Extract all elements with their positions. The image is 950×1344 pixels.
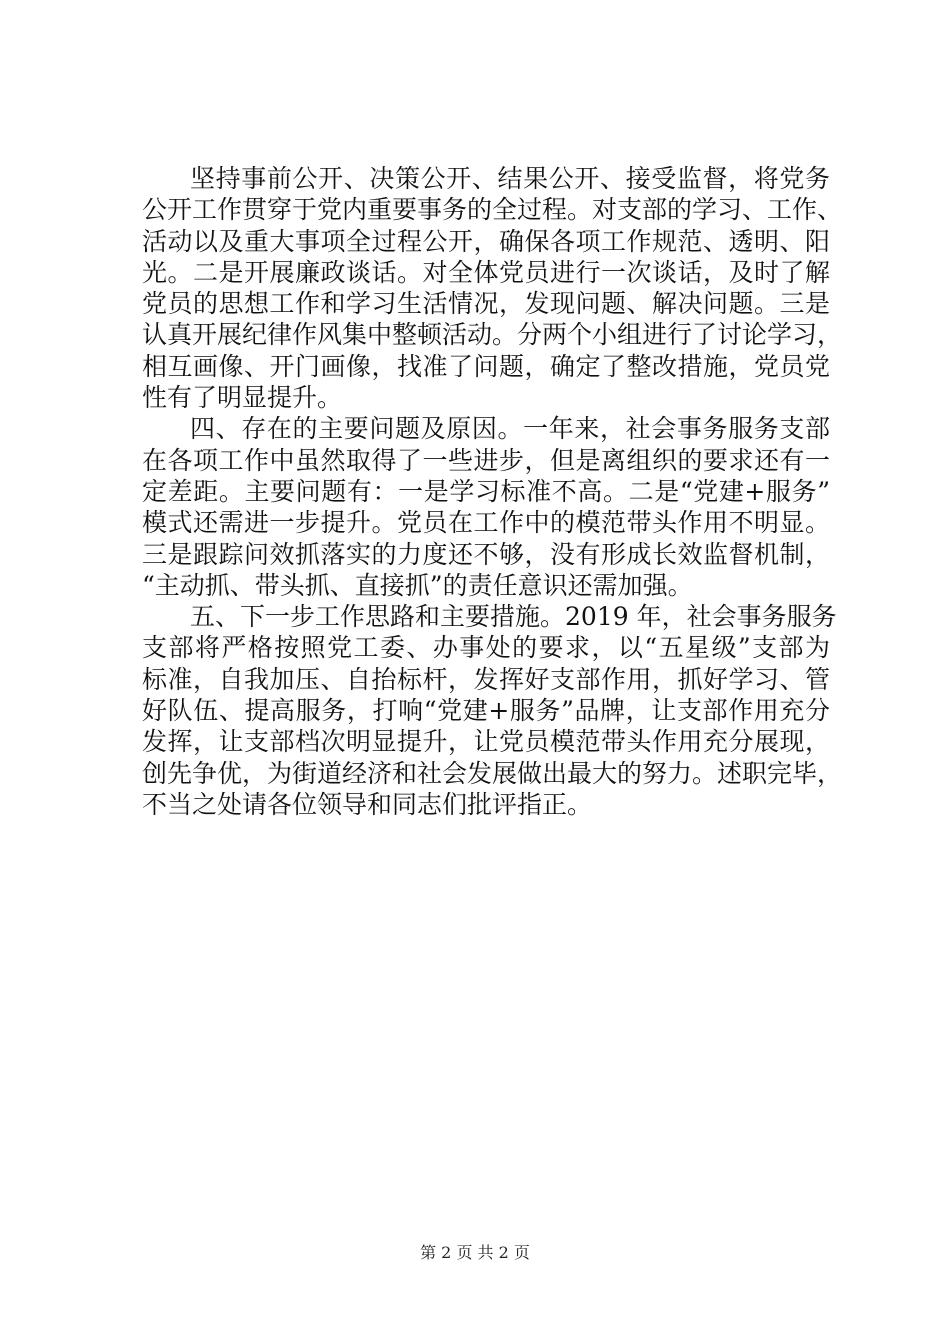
text-line: 活动以及重大事项全过程公开，确保各项工作规范、透明、阳 [142, 226, 830, 256]
text-line: 三是跟踪问效抓落实的力度还不够，没有形成长效监督机制， [142, 539, 830, 569]
text-line: 五、下一步工作思路和主要措施。2019 年，社会事务服务 [190, 602, 837, 632]
text-line: 定差距。主要问题有：一是学习标准不高。二是“党建+服务” [142, 476, 830, 506]
text-line: 认真开展纪律作风集中整顿活动。分两个小组进行了讨论学习， [142, 320, 843, 350]
text-line: 公开工作贯穿于党内重要事务的全过程。对支部的学习、工作、 [142, 195, 843, 225]
text-line: 坚持事前公开、决策公开、结果公开、接受监督，将党务 [190, 164, 830, 193]
text-line: “主动抓、带头抓、直接抓”的责任意识还需加强。 [142, 570, 693, 600]
text-line: 好队伍、提高服务，打响“党建+服务”品牌，让支部作用充分 [142, 696, 830, 726]
text-line: 标准，自我加压、自抬标杆，发挥好支部作用，抓好学习、管 [142, 664, 830, 694]
text-line: 光。二是开展廉政谈话。对全体党员进行一次谈话，及时了解 [142, 257, 830, 287]
text-line: 发挥，让支部档次明显提升，让党员模范带头作用充分展现， [142, 727, 830, 757]
text-line: 相互画像、开门画像，找准了问题，确定了整改措施，党员党 [142, 351, 830, 381]
text-line: 不当之处请各位领导和同志们批评指正。 [142, 789, 593, 819]
text-line: 党员的思想工作和学习生活情况，发现问题、解决问题。三是 [142, 289, 830, 319]
text-line: 支部将严格按照党工委、办事处的要求，以“五星级”支部为 [142, 633, 830, 663]
text-line: 在各项工作中虽然取得了一些进步，但是离组织的要求还有一 [142, 445, 830, 475]
text-line: 性有了明显提升。 [142, 383, 343, 413]
text-line: 创先争优，为街道经济和社会发展做出最大的努力。述职完毕， [142, 758, 843, 788]
document-body [142, 163, 843, 820]
page-number-footer: 第 2 页 共 2 页 [420, 1243, 530, 1262]
text-line: 四、存在的主要问题及原因。一年来，社会事务服务支部 [190, 414, 830, 444]
text-line: 模式还需进一步提升。党员在工作中的模范带头作用不明显。 [142, 508, 830, 538]
